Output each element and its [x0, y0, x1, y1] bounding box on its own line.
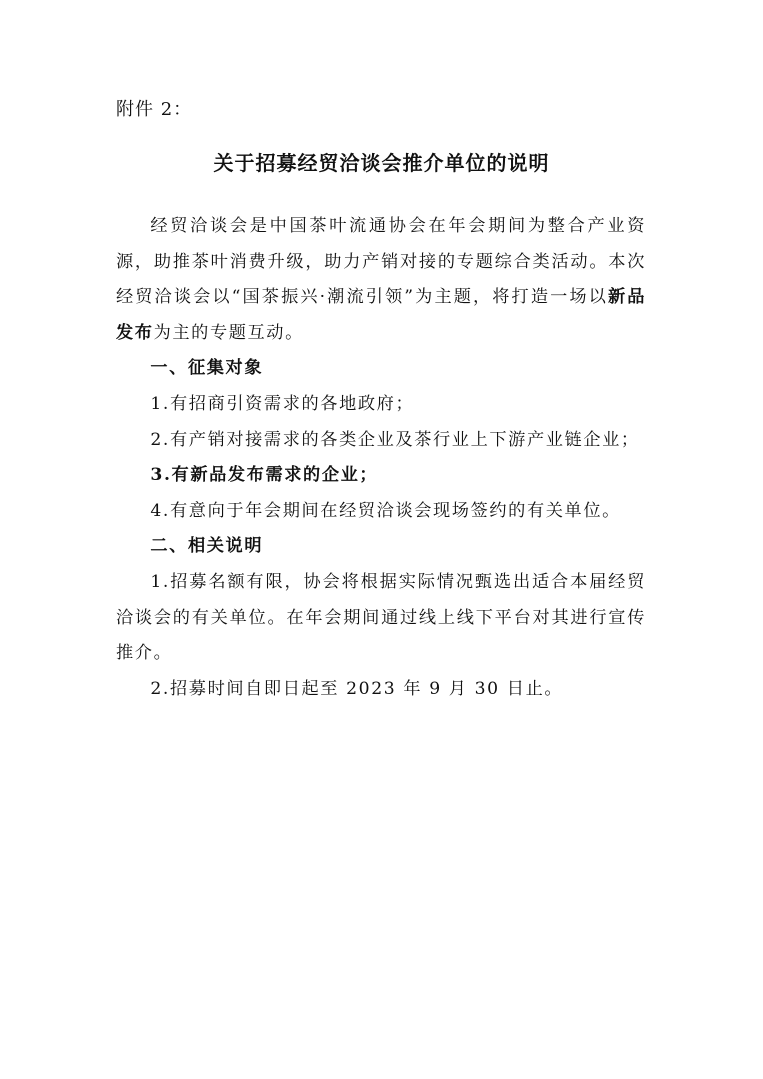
attachment-label: 附件 2：	[116, 99, 193, 120]
section2-heading: 二、相关说明	[150, 536, 264, 557]
intro-text-before: 经贸洽谈会是中国茶叶流通协会在年会期间为整合产业资源，助推茶叶消费升级，助力产销对接的专题综合类活动。本次经贸洽谈会以“国茶振兴·潮流引领”为主题，将打造一场以	[116, 216, 646, 308]
intro-emphasis: 新品发布	[116, 287, 647, 343]
section1-item-4: 4.有意向于年会期间在经贸洽谈会现场签约的有关单位。	[150, 500, 621, 521]
section2-item-2: 2.招募时间自即日起至 2023 年 9 月 30 日止。	[150, 678, 564, 699]
intro-paragraph	[116, 209, 646, 351]
document-body	[116, 209, 646, 707]
section1-item-2: 2.有产销对接需求的各类企业及茶行业上下游产业链企业；	[150, 429, 640, 450]
intro-text-after: 为主的专题互动。	[153, 322, 304, 343]
section1-item-3: 3.有新品发布需求的企业；	[150, 465, 379, 486]
section2-item-1: 1.招募名额有限，协会将根据实际情况甄选出适合本届经贸洽谈会的有关单位。在年会期间通过线上线下平台对其进行宣传推介。	[116, 571, 646, 664]
section1-item-1: 1.有招商引资需求的各地政府；	[150, 393, 415, 414]
section1-heading: 一、征集对象	[150, 358, 264, 379]
document-title: 关于招募经贸洽谈会推介单位的说明	[213, 151, 550, 175]
